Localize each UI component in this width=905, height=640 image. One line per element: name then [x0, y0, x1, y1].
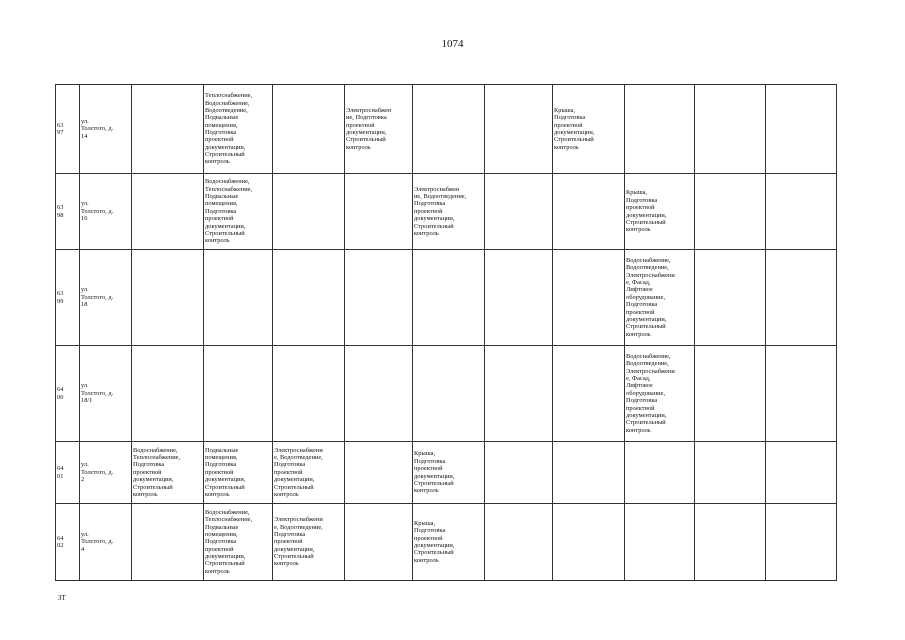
- work-cell: [132, 174, 204, 250]
- work-cell: [345, 442, 413, 504]
- work-cell: Крыша, Подготовка проектной документации, Строительный контроль: [625, 174, 695, 250]
- table-row: [56, 250, 837, 346]
- work-cell: Электроснабжен ие, Водоотведение, Подготовка проектной документации, Строительный контроль: [413, 174, 485, 250]
- work-cell: Водоснабжение, Водоотведение, Электроснабжени е, Фасад, Лифтовое оборудование, Подготовка проектной документации, Строительный контроль: [625, 346, 695, 442]
- row-number: 63 98: [56, 174, 80, 250]
- row-address: ул. Толстого, д. 16: [80, 174, 132, 250]
- work-cell: [413, 250, 485, 346]
- row-address: ул. Толстого, д. 14: [80, 85, 132, 174]
- work-cell: [766, 442, 837, 504]
- row-address: ул. Толстого, д. 4: [80, 504, 132, 581]
- work-cell: [485, 346, 553, 442]
- work-cell: [132, 346, 204, 442]
- work-cell: Водоснабжение, Водоотведение, Электроснабжени е, Фасад, Лифтовое оборудование, Подготовка проектной документации, Строительный контроль: [625, 250, 695, 346]
- work-cell: [553, 346, 625, 442]
- work-cell: Электроснабжени е, Водоотведение, Подготовка проектной документации, Строительный контроль: [273, 442, 345, 504]
- row-number: 64 01: [56, 442, 80, 504]
- work-cell: [695, 250, 766, 346]
- table-row: [56, 174, 837, 250]
- work-cell: [132, 85, 204, 174]
- work-cell: [766, 250, 837, 346]
- work-cell: Водоснабжение, Теплоснабжение, Подвальные помещения, Подготовка проектной документации, Строительный контроль: [204, 504, 273, 581]
- work-cell: [273, 250, 345, 346]
- work-cell: [413, 346, 485, 442]
- work-cell: Крыша, Подготовка проектной документации, Строительный контроль: [413, 504, 485, 581]
- work-cell: [695, 174, 766, 250]
- table-row: [56, 442, 837, 504]
- work-cell: [273, 174, 345, 250]
- work-cell: Крыша, Подготовка проектной документации, Строительный контроль: [553, 85, 625, 174]
- row-number: 63 99: [56, 250, 80, 346]
- work-cell: [695, 85, 766, 174]
- work-cell: [345, 346, 413, 442]
- work-cell: [553, 250, 625, 346]
- work-cell: [485, 250, 553, 346]
- row-address: ул. Толстого, д. 18: [80, 250, 132, 346]
- row-number: 63 97: [56, 85, 80, 174]
- table-row: [56, 85, 837, 174]
- work-cell: [485, 442, 553, 504]
- table-row: [56, 346, 837, 442]
- work-cell: [273, 85, 345, 174]
- work-cell: [766, 85, 837, 174]
- work-cell: [625, 85, 695, 174]
- work-cell: [132, 250, 204, 346]
- row-address: ул. Толстого, д. 2: [80, 442, 132, 504]
- work-cell: Теплоснабжение, Водоснабжение, Водоотведение, Подвальные помещения, Подготовка проектной документации, Строительный контроль: [204, 85, 273, 174]
- work-cell: [766, 174, 837, 250]
- work-cell: [553, 174, 625, 250]
- work-cell: [132, 504, 204, 581]
- work-cell: [204, 346, 273, 442]
- work-cell: [345, 250, 413, 346]
- work-cell: Водоснабжение, Теплоснабжение, Подготовка проектной документации, Строительный контроль: [132, 442, 204, 504]
- work-cell: Подвальные помещения, Подготовка проектной документации, Строительный контроль: [204, 442, 273, 504]
- work-cell: Электроснабжени е, Водоотведение, Подготовка проектной документации, Строительный контроль: [273, 504, 345, 581]
- work-cell: [766, 346, 837, 442]
- work-cell: [695, 346, 766, 442]
- work-cell: [695, 442, 766, 504]
- work-cell: [553, 442, 625, 504]
- page-number: 1074: [441, 38, 464, 50]
- work-cell: [485, 85, 553, 174]
- work-cell: [766, 504, 837, 581]
- work-cell: [553, 504, 625, 581]
- work-cell: Электроснабжен ие, Подготовка проектной документации, Строительный контроль: [345, 85, 413, 174]
- work-cell: Крыша, Подготовка проектной документации, Строительный контроль: [413, 442, 485, 504]
- work-cell: [625, 442, 695, 504]
- work-cell: [485, 174, 553, 250]
- row-number: 64 02: [56, 504, 80, 581]
- work-cell: [204, 250, 273, 346]
- work-cell: [695, 504, 766, 581]
- work-cell: [345, 504, 413, 581]
- work-cell: Водоснабжение, Теплоснабжение, Подвальные помещения, Подготовка проектной документации, Строительный контроль: [204, 174, 273, 250]
- works-table: [55, 84, 837, 581]
- row-address: ул. Толстого, д. 18/1: [80, 346, 132, 442]
- work-cell: [485, 504, 553, 581]
- work-cell: [345, 174, 413, 250]
- row-number: 64 00: [56, 346, 80, 442]
- table-row: [56, 504, 837, 581]
- footer-mark: ЗТ: [58, 594, 66, 602]
- work-cell: [413, 85, 485, 174]
- work-cell: [273, 346, 345, 442]
- work-cell: [625, 504, 695, 581]
